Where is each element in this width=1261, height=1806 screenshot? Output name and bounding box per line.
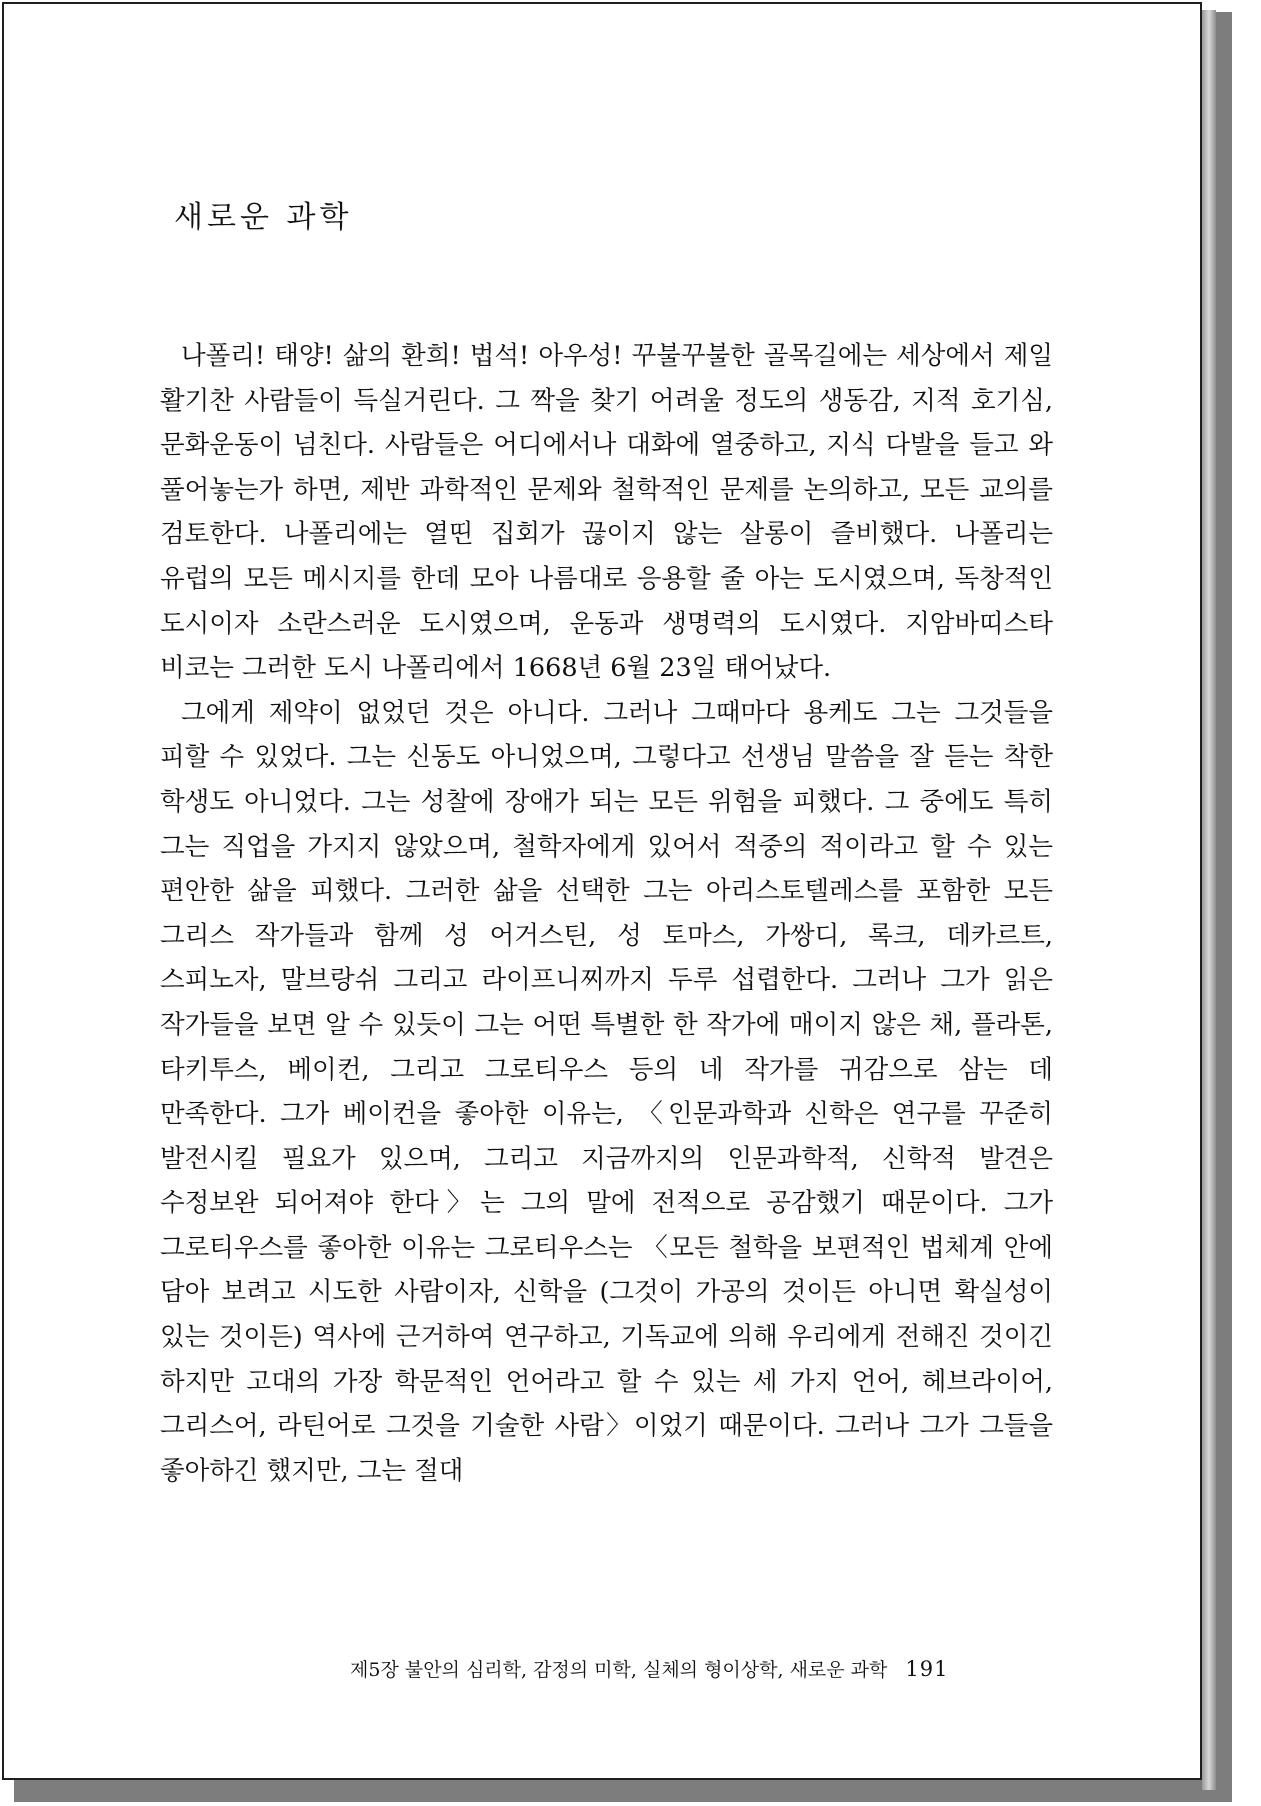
running-footer: [350, 1655, 1050, 1682]
page-edge: [1202, 10, 1216, 1790]
body-text: [160, 334, 1053, 1493]
book-page: [2, 2, 1202, 1780]
paragraph: 그에게 제약이 없었던 것은 아니다. 그러나 그때마다 용케도 그는 그것들을 피할 수 있었다. 그는 신동도 아니었으며, 그렇다고 선생님 말씀을 잘 듣는 착한 학생도 아니었다. 그는 성찰에 장애가 되는 모든 위험을 피했다. 그 중에도 특히 그는 직업을 가지지 않았으며, 철학자에게 있어서 적중의 적이라고 할 수 있는 편안한 삶을 피했다. 그러한 삶을 선택한 그는 아리스토텔레스를 포함한 모든 그리스 작가들과 함께 성 어거스틴, 성 토마스, 가쌍디, 록크, 데카르트, 스피노자, 말브랑쉬 그리고 라이프니찌까지 두루 섭렵한다. 그러나 그가 읽은 작가들을 보면 알 수 있듯이 그는 어떤 특별한 한 작가에 매이지 않은 채, 플라톤, 타키투스, 베이컨, 그리고 그로티우스 등의 네 작가를 귀감으로 삼는 데 만족한다. 그가 베이컨을 좋아한 이유는, 〈인문과학과 신학은 연구를 꾸준히 발전시킬 필요가 있으며, 그리고 지금까지의 인문과학적, 신학적 발견은 수정보완 되어져야 한다〉는 그의 말에 전적으로 공감했기 때문이다. 그가 그로티우스를 좋아한 이유는 그로티우스는 〈모든 철학을 보편적인 법체계 안에 담아 보려고 시도한 사람이자, 신학을 (그것이 가공의 것이든 아니면 확실성이 있는 것이든) 역사에 근거하여 연구하고, 기독교에 의해 우리에게 전해진 것이긴 하지만 고대의 가장 학문적인 언어라고 할 수 있는 세 가지 언어, 헤브라이어, 그리스어, 라틴어로 그것을 기술한 사람〉이었기 때문이다. 그러나 그가 그들을 좋아하긴 했지만, 그는 절대: [160, 697, 1053, 1486]
chapter-title: 새로운 과학: [174, 200, 353, 235]
page-number: 191: [905, 1657, 949, 1681]
paragraph: 나폴리! 태양! 삶의 환희! 법석! 아우성! 꾸불꾸불한 골목길에는 세상에서 제일 활기찬 사람들이 득실거린다. 그 짝을 찾기 어려울 정도의 생동감, 지적 호기심, 문화운동이 넘친다. 사람들은 어디에서나 대화에 열중하고, 지식 다발을 들고 와 풀어놓는가 하면, 제반 과학적인 문제와 철학적인 문제를 논의하고, 모든 교의를 검토한다. 나폴리에는 열띤 집회가 끊이지 않는 살롱이 즐비했다. 나폴리는 유럽의 모든 메시지를 한데 모아 나름대로 응용할 줄 아는 도시였으며, 독창적인 도시이자 소란스러운 도시였으며, 운동과 생명력의 도시였다. 지암바띠스타 비코는 그러한 도시 나폴리에서 1668년 6월 23일 태어났다.: [160, 341, 1053, 684]
running-footer-text: 제5장 불안의 심리학, 감정의 미학, 실체의 형이상학, 새로운 과학: [350, 1659, 888, 1681]
